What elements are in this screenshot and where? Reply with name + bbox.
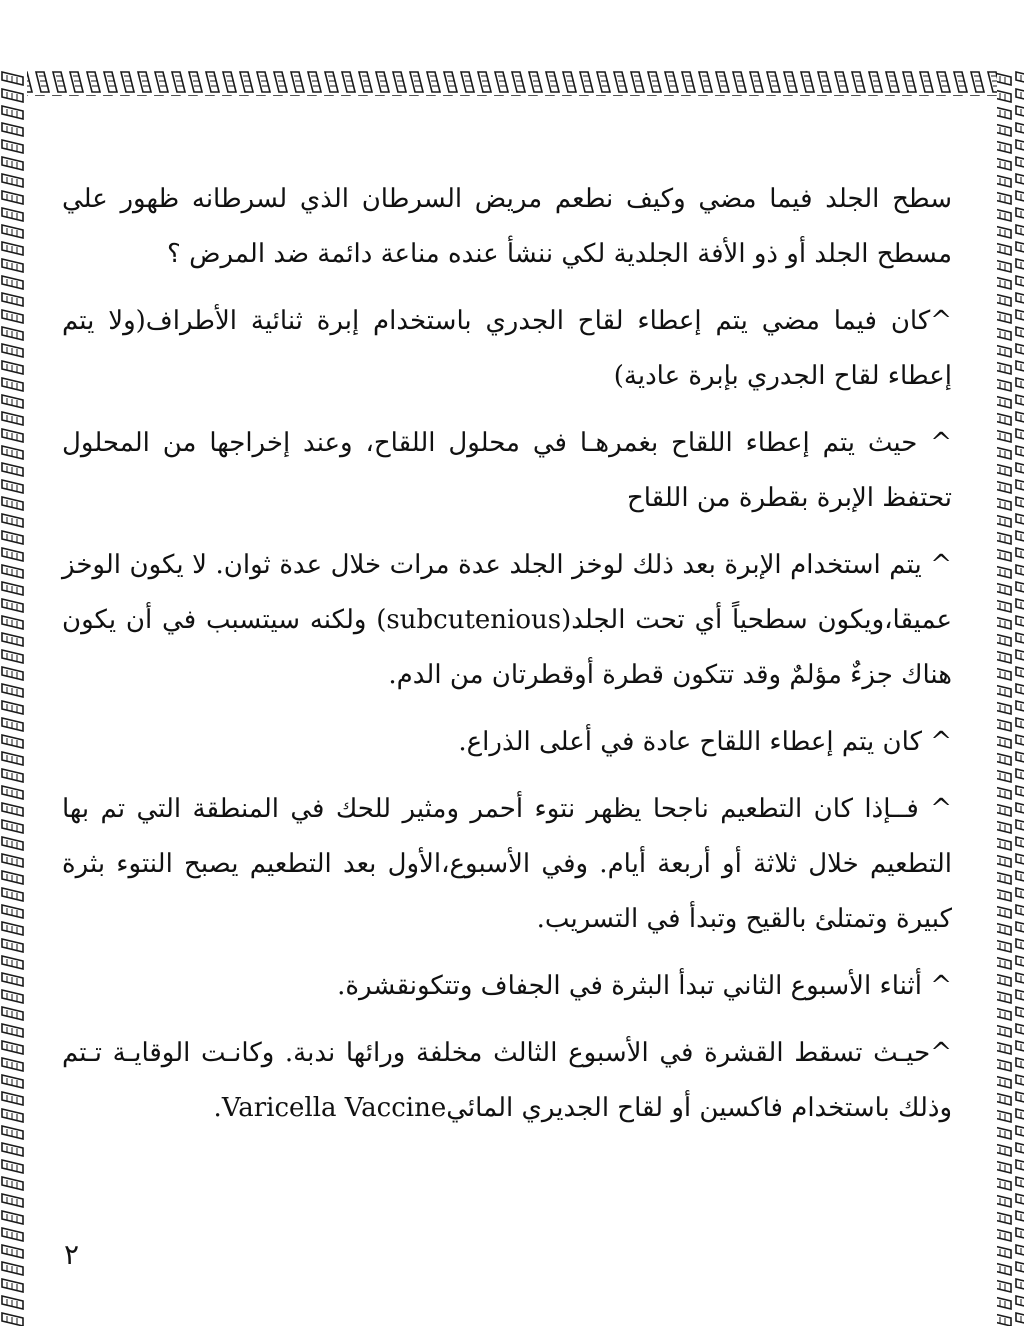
paragraph: ^ فــإذا كان التطعيم ناجحا يظهر نتوء أحمر ومثير للحك في المنطقة التي تم بها التطعيم خلال ثلاثة أو أربعة أيام. وفي الأسبوع،الأول بعد التطعيم يصبح النتوء بثرة كبيرة وتمتلئ بالقيح وتبدأ في التسريب. (62, 794, 952, 934)
paragraph: ^ أثناء الأسبوع الثاني تبدأ البثرة في الجفاف وتتكونقشرة. (337, 971, 952, 1001)
border-top (0, 70, 1024, 96)
paragraph: ^كان فيما مضي يتم إعطاء لقاح الجدري باستخدام إبرة ثنائية الأطراف(ولا يتم إعطاء لقاح الجدري بإبرة عادية) (62, 306, 952, 391)
document-body (62, 172, 952, 1148)
border-left (0, 70, 27, 1326)
paragraph: ^ يتم استخدام الإبرة بعد ذلك لوخز الجلد عدة مرات خلال عدة ثوان. لا يكون الوخز عميقا،ويكون سطحياً أي تحت الجلد(subcutenious) ولكنه سيتسبب في أن يكون هناك جزءٌ مؤلمٌ وقد تتكون قطرة أوقطرتان من الدم. (62, 550, 952, 690)
paragraph: ^ حيث يتم إعطاء اللقاح بغمرهـا في محلول اللقاح، وعند إخراجها من المحلول تحتفظ الإبرة بقطرة من اللقاح (62, 428, 952, 513)
paragraph: سطح الجلد فيما مضي وكيف نطعم مريض السرطان الذي لسرطانه ظهور علي مسطح الجلد أو ذو الأفة الجلدية لكي ننشأ عنده مناعة دائمة ضد المرض ؟ (62, 184, 952, 269)
paragraph: ^حيـث تسقط القشرة في الأسبوع الثالث مخلفة ورائها ندبة. وكانـت الوقايـة تـتم وذلك باستخدام فاكسين أو لقاح الجديري المائيVaricella Vaccine. (62, 1038, 952, 1123)
paragraph: ^ كان يتم إعطاء اللقاح عادة في أعلى الذراع. (458, 727, 952, 757)
border-right (997, 70, 1024, 1326)
page-number: ٢ (64, 1238, 80, 1271)
